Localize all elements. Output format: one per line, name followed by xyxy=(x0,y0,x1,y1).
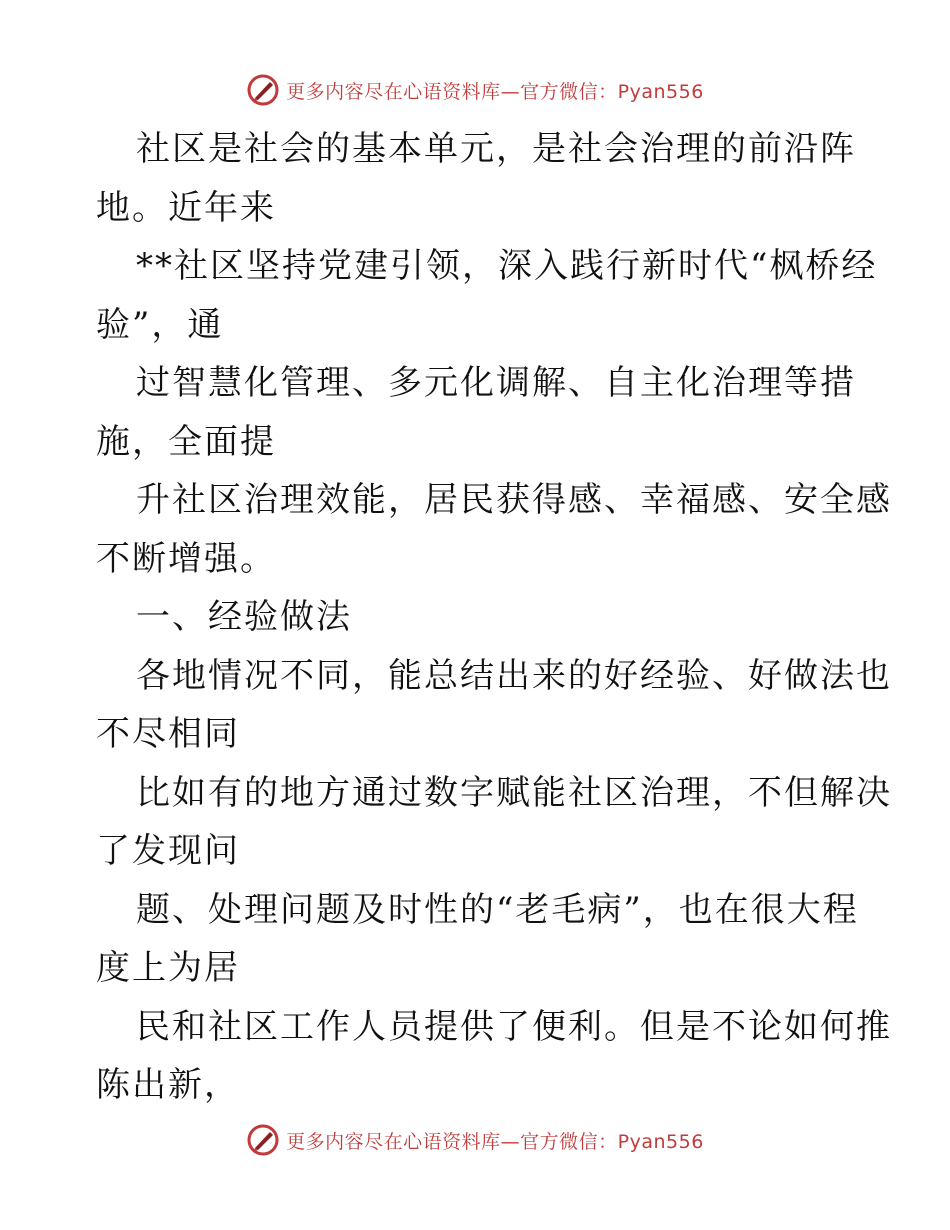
paragraph-line: 过智慧化管理、多元化调解、自主化治理等措 xyxy=(136,363,856,403)
paragraph-line: 民和社区工作人员提供了便利。但是不论如何推 xyxy=(136,1006,892,1047)
paragraph-line: 题、处理问题及时性的“老毛病”，也在很大程 xyxy=(136,889,859,930)
paragraph-line: 度上为居 xyxy=(96,948,240,988)
paragraph-line: 施，全面提 xyxy=(96,421,276,462)
paragraph-line: **社区坚持党建引领，深入践行新时代“枫桥经 xyxy=(136,246,878,286)
paragraph-line: 地。近年来 xyxy=(96,187,276,228)
section-heading: 一、经验做法 xyxy=(136,597,352,637)
footer-banner-text: 更多内容尽在心语资料库—官方微信：Pyan556 xyxy=(286,1130,704,1153)
header-banner xyxy=(0,70,950,110)
feather-pen-logo-icon xyxy=(246,1123,280,1157)
paragraph-line: 各地情况不同，能总结出来的好经验、好做法也 xyxy=(136,655,892,696)
document-body xyxy=(96,120,892,1115)
paragraph-line: 比如有的地方通过数字赋能社区治理，不但解决 xyxy=(136,772,892,813)
paragraph-line: 验”，通 xyxy=(96,304,224,345)
paragraph-line: 社区是社会的基本单元，是社会治理的前沿阵 xyxy=(136,129,856,169)
paragraph-line: 陈出新， xyxy=(96,1065,240,1105)
paragraph-line: 不断增强。 xyxy=(96,538,276,579)
paragraph-line: 了发现问 xyxy=(96,831,240,871)
footer-banner xyxy=(0,1120,950,1160)
paragraph-line: 不尽相同 xyxy=(96,714,240,754)
paragraph-line: 升社区治理效能，居民获得感、幸福感、安全感 xyxy=(136,480,892,520)
feather-pen-logo-icon xyxy=(246,73,280,107)
header-banner-text: 更多内容尽在心语资料库—官方微信：Pyan556 xyxy=(286,80,704,103)
